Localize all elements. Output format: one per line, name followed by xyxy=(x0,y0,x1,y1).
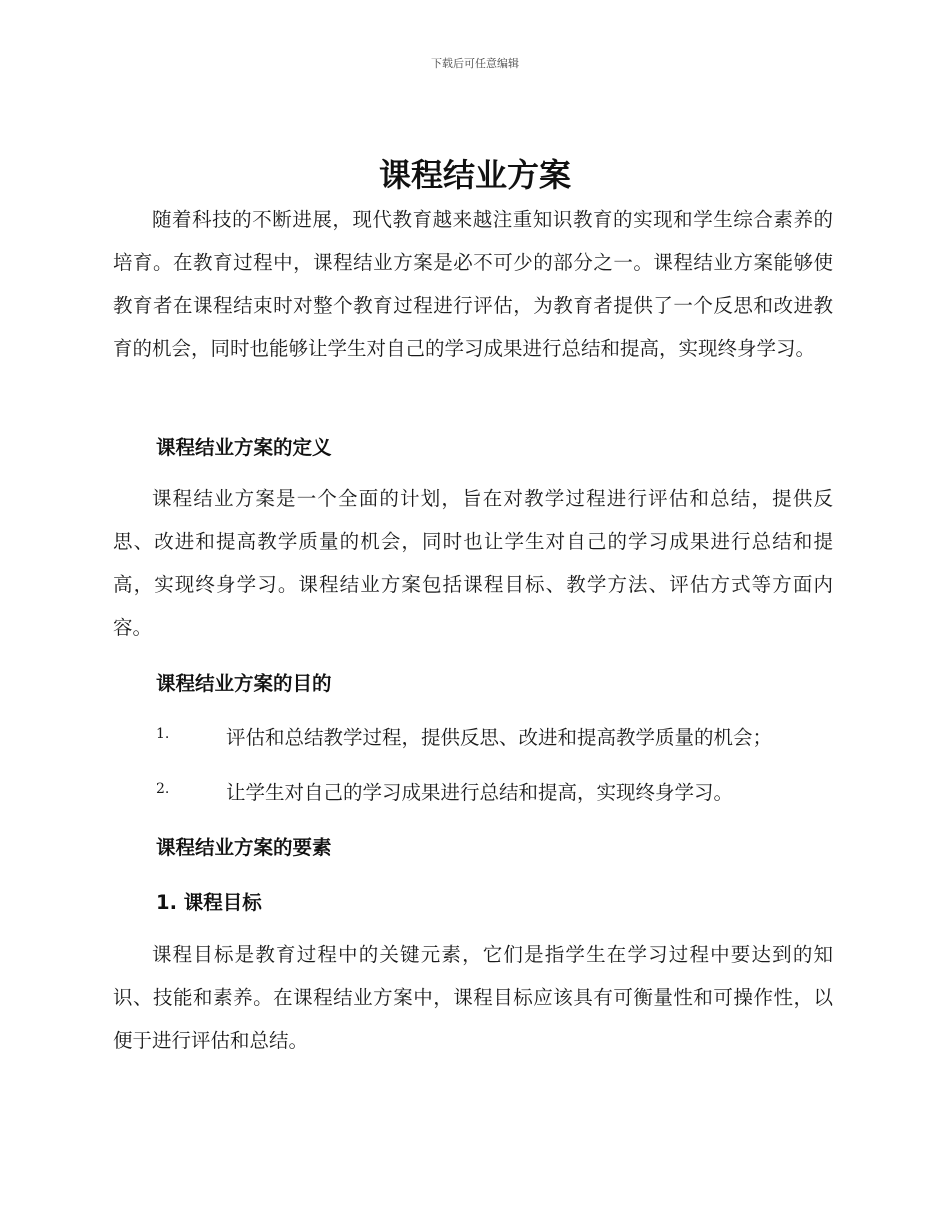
document-title: 课程结业方案 xyxy=(378,156,571,194)
course-goals-paragraph: 课程目标是教育过程中的关键元素，它们是指学生在学习过程中要达到的知识、技能和素养。在课程结业方案中，课程目标应该具有可衡量性和可操作性，以便于进行评估和总结。 xyxy=(113,943,833,1052)
subheading-course-goals: 1. 课程目标 xyxy=(156,891,262,914)
header-note: 下载后可任意编辑 xyxy=(431,57,519,70)
heading-purpose: 课程结业方案的目的 xyxy=(156,672,332,695)
definition-paragraph: 课程结业方案是一个全面的计划，旨在对教学过程进行评估和总结，提供反思、改进和提高教学质量的机会，同时也让学生对自己的学习成果进行总结和提高，实现终身学习。课程结业方案包括课程目标、教学方法、评估方式等方面内容。 xyxy=(113,487,833,639)
list-number: 2. xyxy=(156,781,170,797)
list-text: 评估和总结教学过程，提供反思、改进和提高教学质量的机会； xyxy=(226,726,773,749)
heading-elements: 课程结业方案的要素 xyxy=(156,836,332,859)
heading-definition: 课程结业方案的定义 xyxy=(156,436,332,459)
list-number: 1. xyxy=(156,726,170,742)
list-text: 让学生对自己的学习成果进行总结和提高，实现终身学习。 xyxy=(226,781,734,804)
intro-paragraph: 随着科技的不断进展，现代教育越来越注重知识教育的实现和学生综合素养的培育。在教育过程中，课程结业方案是必不可少的部分之一。课程结业方案能够使教育者在课程结束时对整个教育过程进行评估，为教育者提供了一个反思和改进教育的机会，同时也能够让学生对自己的学习成果进行总结和提高，实现终身学习。 xyxy=(113,208,833,360)
